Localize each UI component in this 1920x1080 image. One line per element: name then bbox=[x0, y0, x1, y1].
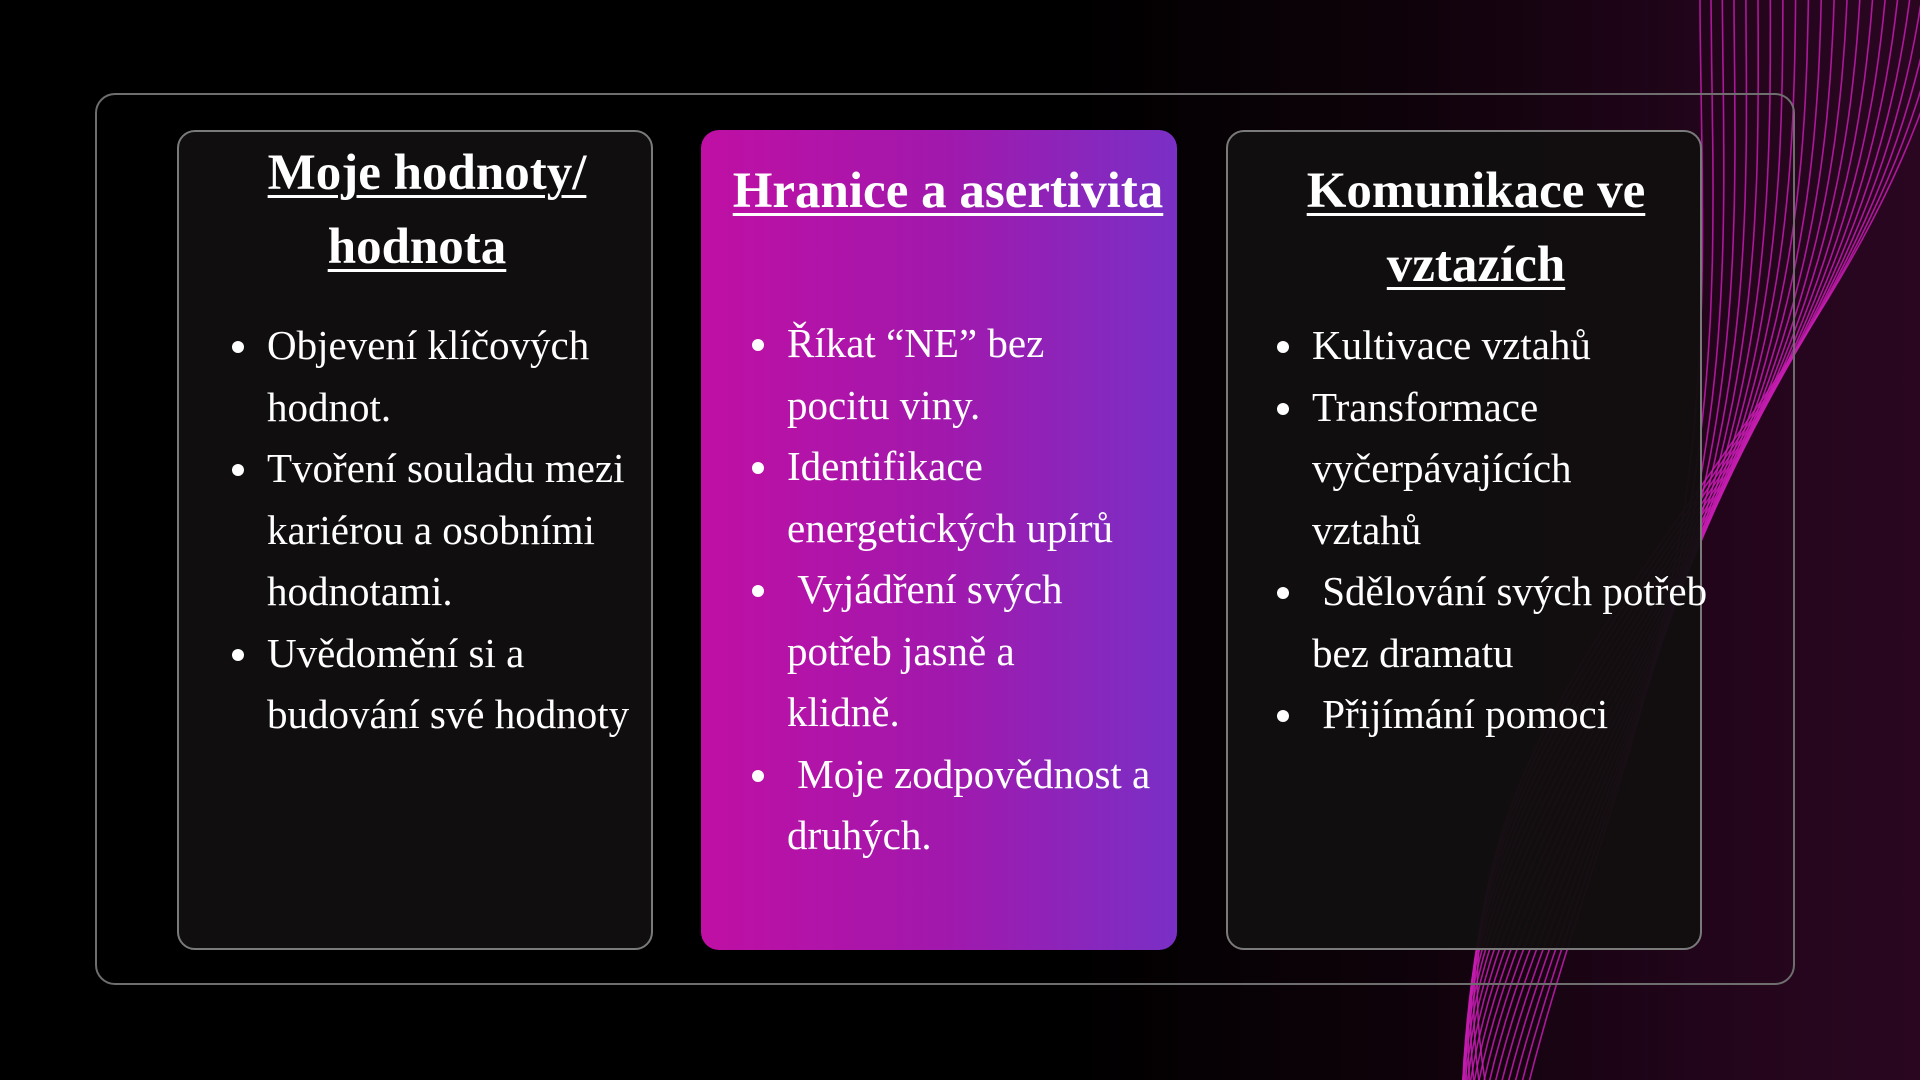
list-item: • Identifikace energetických upírů bbox=[783, 436, 1203, 559]
card-boundaries bbox=[701, 130, 1177, 950]
card-values-title-line1: Moje hodnoty/ bbox=[267, 145, 587, 201]
card-communication-title-line1: Komunikace ve bbox=[1306, 163, 1646, 219]
card-values-title bbox=[179, 136, 655, 284]
list-item: • Objevení klíčových hodnot. bbox=[263, 315, 663, 438]
card-boundaries-title-line1: Hranice a asertivita bbox=[732, 163, 1164, 219]
list-item: • Sdělování svých potřeb bez dramatu bbox=[1308, 561, 1728, 684]
list-item: • Říkat “NE” bez pocitu viny. bbox=[783, 313, 1203, 436]
card-communication-title-line2: vztazích bbox=[1386, 237, 1566, 293]
card-values-list bbox=[224, 315, 663, 746]
card-boundaries-list bbox=[744, 313, 1203, 867]
card-communication-list bbox=[1269, 315, 1728, 746]
list-item: • Kultivace vztahů bbox=[1308, 315, 1728, 377]
list-item: • Transformace vyčerpávajících vztahů bbox=[1308, 377, 1728, 562]
list-item: • Vyjádření svých potřeb jasně a klidně. bbox=[783, 559, 1203, 744]
card-boundaries-title bbox=[701, 154, 1177, 228]
list-item: • Tvoření souladu mezi kariérou a osobními hodnotami. bbox=[263, 438, 663, 623]
card-communication bbox=[1226, 130, 1718, 950]
list-item: • Moje zodpovědnost a druhých. bbox=[783, 744, 1203, 867]
list-item: • Uvědomění si a budování své hodnoty bbox=[263, 623, 663, 746]
card-communication-title bbox=[1228, 154, 1704, 302]
card-values-title-line2: hodnota bbox=[327, 219, 507, 275]
list-item: • Přijímání pomoci bbox=[1308, 684, 1728, 746]
card-values bbox=[177, 130, 653, 950]
